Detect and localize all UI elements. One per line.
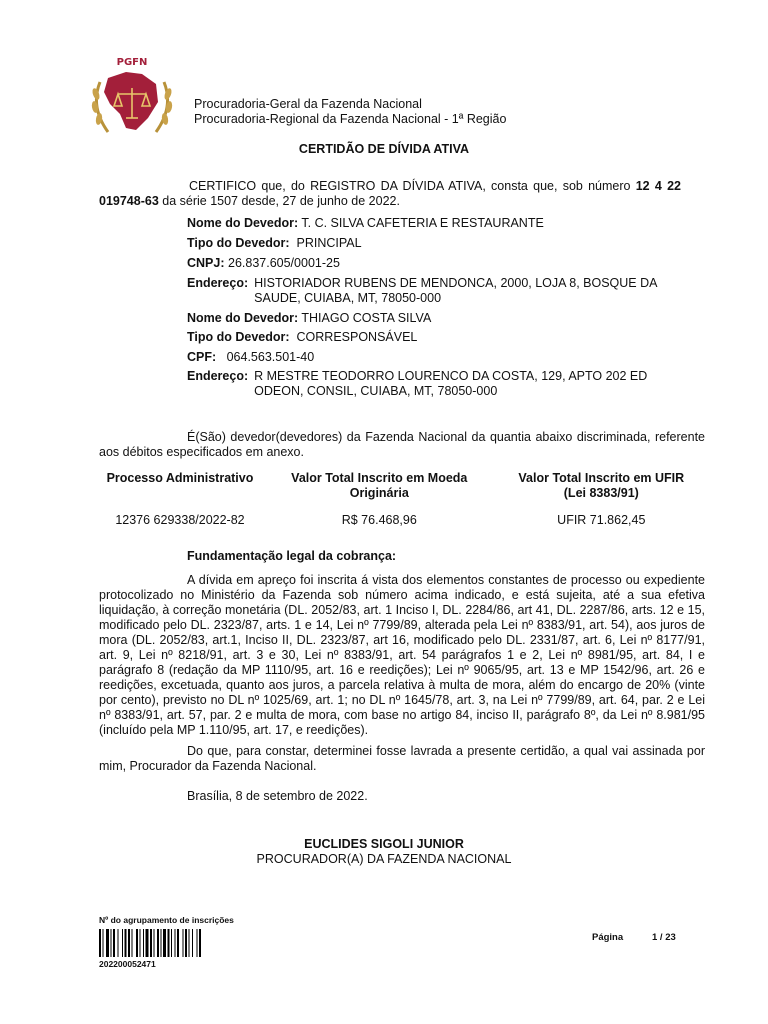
devedor-1-endereco-row	[187, 276, 687, 306]
table-cell: 12376 629338/2022-82	[115, 513, 245, 527]
devedor-1-nome: T. C. SILVA CAFETERIA E RESTAURANTE	[301, 216, 544, 230]
table-header: Valor Total Inscrito em UFIR (Lei 8383/91)	[518, 471, 685, 500]
page-label: Página	[592, 932, 624, 943]
devedor-1-tipo: PRINCIPAL	[296, 236, 362, 250]
registry-number: 12 4 22 019748-63	[99, 179, 681, 208]
table-cell: UFIR 71.862,45	[557, 513, 646, 527]
field-label: CPF:	[187, 350, 217, 364]
devedor-2-cpf: 064.563.501-40	[226, 350, 315, 364]
devedor-1-nome-row	[187, 216, 687, 231]
certifico-text-1: CERTIFICO que, do REGISTRO DA DÍVIDA ATIVA, consta que, sob número	[189, 179, 636, 193]
header-line-1: Procuradoria-Geral da Fazenda Nacional	[194, 97, 422, 111]
document-title: CERTIDÃO DE DÍVIDA ATIVA	[298, 142, 470, 156]
table-header: Processo Administrativo	[106, 471, 254, 485]
fundamentacao-text: A dívida em apreço foi inscrita á vista dos elementos constantes de processo ou expediente protocolizado no Ministério da Fazenda sob número acima indicado, e está sujeita, até a sua efetiva liquidação, à correção monetária (DL. 2052/83, art. 1 Inciso I, DL. 2284/86, art 41, DL. 2287/86, arts. 12 e 15, modificado pelo DL. 2323/87, arts. 1 e 14, Lei nº 7799/89, alterada pela Lei nº 8383/91, art. 54), aos juros de mora (DL. 2052/83, art.1, Inciso II, DL. 2323/87, art 16, modificado pelo DL. 2331/87, art. 6, Lei nº 8177/91, art. 9, Lei nº 8218/91, art. 3 e 30, Lei nº 8383/91, art. 54 parágrafos 1 e 2, Lei nº 8981/95, art. 84, I e parágrafo 8 (redação da MP 1110/95, art. 16 e reedições); Lei nº 9065/95, art. 13 e MP 1542/96, art. 26 e reedições, excetuada, quanto aos juros, a parcela relativa à multa de mora, além do encargo de 20% (vinte por cento), previsto no DL nº 1025/69, art. 1; no DL nº 1645/78, art. 3, na Lei nº 7799/89, art. 64, par. 2 e Lei nº 8383/91, art. 57, par. 2 e multa de mora, com base no artigo 84, inciso II, parágrafo 8º, da Lei nº 8.981/95 (incluído pela MP 1.110/95, art. 17, e reedições).	[99, 573, 705, 737]
certifico-paragraph	[99, 179, 681, 209]
processo-table	[99, 471, 705, 529]
signatory-name: EUCLIDES SIGOLI JUNIOR	[304, 837, 464, 851]
table-cell: R$ 76.468,96	[341, 513, 417, 527]
local-data: Brasília, 8 de setembro de 2022.	[187, 789, 368, 803]
devedor-text: É(São) devedor(devedores) da Fazenda Nacional da quantia abaixo discriminada, referente aos débitos especificados em anexo.	[99, 430, 705, 459]
agrupamento-label: Nº do agrupamento de inscrições	[99, 915, 234, 925]
devedor-1-endereco: HISTORIADOR RUBENS DE MENDONCA, 2000, LOJA 8, BOSQUE DA SAUDE, CUIABA, MT, 78050-000	[254, 276, 657, 305]
table-row	[99, 501, 705, 529]
header-institution	[194, 97, 506, 127]
devedor-2-nome-row	[187, 311, 687, 326]
certifico-text-2: da série 1507 desde, 27 de junho de 2022.	[158, 194, 400, 208]
devedor-2-endereco-row	[187, 369, 687, 399]
devedor-2-nome: THIAGO COSTA SILVA	[301, 311, 432, 325]
devedor-paragraph	[99, 430, 705, 460]
pgfn-logo	[86, 52, 178, 144]
devedor-2-cpf-row	[187, 350, 687, 365]
conclusao-text: Do que, para constar, determinei fosse lavrada a presente certidão, a qual vai assinada por mim, Procurador da Fazenda Nacional.	[99, 744, 705, 773]
fundamentacao-paragraph	[99, 573, 705, 738]
agrupamento-number: 202200052471	[99, 959, 156, 969]
devedor-2-tipo-row	[187, 330, 687, 345]
devedor-1-tipo-row	[187, 236, 687, 251]
field-label: CNPJ:	[187, 256, 225, 270]
fundamentacao-title: Fundamentação legal da cobrança:	[187, 549, 397, 563]
page-number: 1 / 23	[652, 932, 676, 943]
field-label: Endereço:	[187, 276, 249, 290]
devedor-1-cnpj-row	[187, 256, 687, 271]
table-header: Valor Total Inscrito em Moeda Originária	[291, 471, 468, 500]
field-label: Nome do Devedor:	[187, 311, 299, 325]
barcode	[99, 929, 257, 957]
devedor-2-tipo: CORRESPONSÁVEL	[296, 330, 418, 344]
conclusao-paragraph	[99, 744, 705, 774]
field-label: Nome do Devedor:	[187, 216, 299, 230]
devedor-1-cnpj: 26.837.605/0001-25	[228, 256, 340, 270]
field-label: Endereço:	[187, 369, 249, 383]
logo-text: PGFN	[116, 57, 148, 68]
signatory-role: PROCURADOR(A) DA FAZENDA NACIONAL	[256, 852, 512, 866]
header-line-2: Procuradoria-Regional da Fazenda Nacional - 1ª Região	[194, 112, 507, 126]
devedor-2-endereco: R MESTRE TEODORRO LOURENCO DA COSTA, 129, APTO 202 ED ODEON, CONSIL, CUIABA, MT, 78050-000	[254, 369, 648, 398]
field-label: Tipo do Devedor:	[187, 330, 290, 344]
table-header-row	[99, 471, 705, 501]
field-label: Tipo do Devedor:	[187, 236, 290, 250]
